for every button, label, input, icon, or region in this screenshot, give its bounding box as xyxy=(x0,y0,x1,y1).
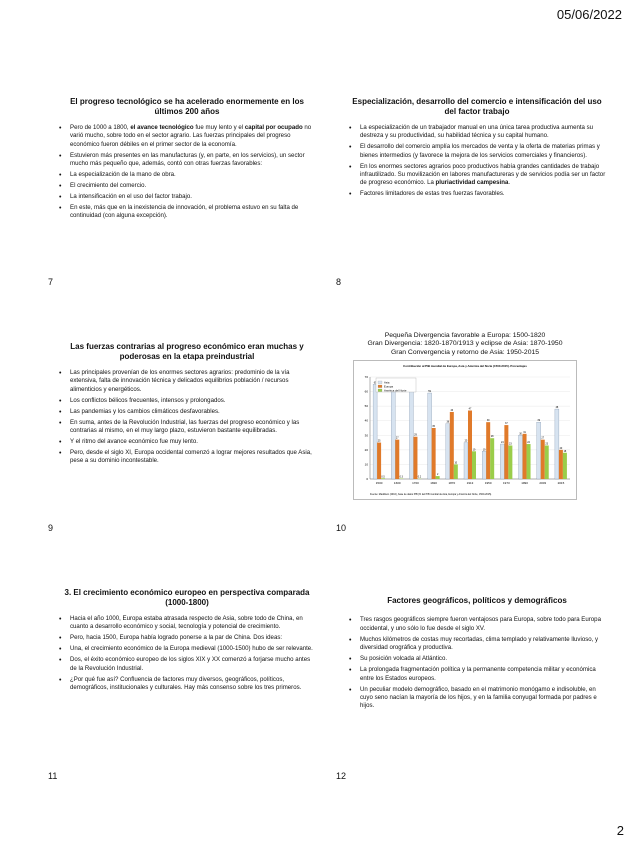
list-item: • Su posición volcada al Atlántico. xyxy=(356,655,608,663)
bar-europa xyxy=(450,412,454,479)
x-tick-label: 1990 xyxy=(521,481,528,486)
data-label: 0.3 xyxy=(399,476,403,480)
bar-américa-del-norte xyxy=(490,439,494,480)
bar-asia xyxy=(519,436,523,480)
bar-asia xyxy=(446,424,450,479)
bar-asia xyxy=(409,389,413,479)
data-label: 37 xyxy=(505,422,508,426)
list-item: • Los conflictos bélicos frecuentes, intensos y prolongados. xyxy=(66,397,318,405)
legend-label: Europa xyxy=(384,384,394,389)
list-item: • Tres rasgos geográficos siempre fueron ventajosos para Europa, sobre todo para Europa occidental, y uno sólo lo fue desde el siglo XV. xyxy=(356,616,608,633)
legend-swatch xyxy=(378,389,382,392)
list-item: • La especialización de un trabajador manual en una única tarea productiva aumenta su destreza y su productividad, su habilidad técnica y su capital humano. xyxy=(356,124,608,141)
list-item: • La prolongada fragmentación política y la permanente competencia militar y económica entre los Estados europeos. xyxy=(356,666,608,683)
list-item: • Pero de 1000 a 1800, el avance tecnológico fue muy lento y el capital por ocupado no varió mucho, sobre todo en el sector agrario. Las fuerzas principales del progreso económico fueron débiles en el primer sector de la economía. xyxy=(66,124,318,149)
chart-svg xyxy=(354,361,576,499)
x-tick-label: 1870 xyxy=(448,481,456,486)
bar-europa xyxy=(486,423,490,480)
data-label: 25 xyxy=(464,440,468,444)
bar-américa-del-norte xyxy=(527,444,531,479)
list-item: • Dos, el éxito económico europeo de los siglos XIX y XX comenzó a forjarse mucho antes de la Revolución Industrial. xyxy=(66,656,318,673)
y-tick-label: 10 xyxy=(364,462,368,467)
slide-number: 11 xyxy=(48,771,58,781)
slide-title-line: Gran Divergencia: 1820-1870/1913 y eclipse de Asia: 1870-1950 xyxy=(367,340,563,348)
legend-swatch xyxy=(378,385,382,388)
list-item: • ¿Por qué fue así? Confluencia de factores muy diversos, geográficos, políticos, demográficos, institucionales y culturales. Hay más consenso sobre los tres primeros. xyxy=(66,676,318,693)
list-item: • Hacia el año 1000, Europa estaba atrasada respecto de Asia, sobre todo de China, en cuanto a desarrollo económico y social, tecnología y potencial de crecimiento. xyxy=(66,615,318,632)
list-item: • Pero, desde el siglo XI, Europa occidental comenzó a lograr mejores resultados que Asia, pese a su dominio incontestable. xyxy=(66,449,318,466)
data-label: 19 xyxy=(472,448,476,452)
y-tick-label: 0 xyxy=(366,477,368,482)
slide-number: 12 xyxy=(336,771,347,781)
data-label: 24 xyxy=(501,441,504,445)
list-item: • Muchos kilómetros de costas muy recortadas, clima templado y relativamente lluvioso, y diversidad orográfica y productiva. xyxy=(356,636,608,653)
y-tick-label: 30 xyxy=(364,433,368,438)
bar-américa-del-norte xyxy=(545,446,549,480)
y-tick-label: 60 xyxy=(364,390,368,395)
bullet-list xyxy=(56,124,318,221)
list-item: • El desarrollo del comercio amplía los mercados de venta y la oferta de materias primas y bienes intermedios (y favorece la mejora de los servicios comerciales y financieros). xyxy=(356,143,608,160)
data-label: 46 xyxy=(450,409,454,413)
slide-title: Factores geográficos, políticos y demográficos xyxy=(387,596,567,605)
list-item: • Una, el crecimiento económico de la Europa medieval (1000-1500) hubo de ser relevante. xyxy=(66,645,318,653)
slide-title: El progreso tecnológico se ha acelerado enormemente en los últimos 200 años xyxy=(70,97,304,117)
data-label: 39 xyxy=(537,419,541,423)
slide-7 xyxy=(56,97,318,223)
list-item: • La especialización de la mano de obra. xyxy=(66,171,318,179)
x-tick-label: 1973 xyxy=(503,481,510,486)
bar-asia xyxy=(391,386,395,479)
bullet-list xyxy=(346,616,608,710)
slide-9 xyxy=(56,342,318,468)
x-tick-label: 2015 xyxy=(557,481,565,486)
x-tick-label: 1913 xyxy=(466,481,474,486)
data-label: 0.2 xyxy=(417,476,422,480)
list-item: • Las principales provenían de los enormes sectores agrarios: predominio de la vía extensiva, falta de innovación técnica y delicados equilibrios población / recursos alimenticios y energéticos. xyxy=(66,369,318,394)
bar-asia xyxy=(482,452,486,480)
slide-title: 3. El crecimiento económico europeo en perspectiva comparada (1000-1800) xyxy=(64,588,310,608)
y-tick-label: 50 xyxy=(364,404,368,409)
list-item: • La intensificación en el uso del factor trabajo. xyxy=(66,193,318,201)
data-label: 28 xyxy=(490,435,494,439)
data-label: 25 xyxy=(377,440,381,444)
list-item: • En suma, antes de la Revolución Industrial, las fuerzas del progreso económico y las contrarias al mismo, en el muy largo plazo, estuvieron bastante equilibradas. xyxy=(66,419,318,436)
data-label: 0.5 xyxy=(381,475,385,479)
data-label: 2 xyxy=(436,473,439,477)
data-label: 31 xyxy=(523,431,526,435)
bar-europa xyxy=(523,434,527,479)
list-item: • Pero, hacia 1500, Europa había logrado ponerse a la par de China. Dos ideas: xyxy=(66,634,318,642)
bullet-list xyxy=(56,369,318,466)
data-label: 48 xyxy=(555,406,559,410)
header-date: 05/06/2022 xyxy=(556,7,622,22)
bar-américa-del-norte xyxy=(472,452,476,480)
slide-number: 7 xyxy=(48,277,54,287)
data-label: 65 xyxy=(373,381,377,385)
slide-title-line: Pequeña Divergencia favorable a Europa: 1500-1820 xyxy=(384,332,546,339)
y-tick-label: 20 xyxy=(364,448,368,453)
data-label: 59 xyxy=(428,390,431,394)
chart-title: Contribución al PIB mundial de Europa, Asia y América del Norte (1500-2015). Porcentajes xyxy=(403,364,527,369)
bar-europa xyxy=(377,443,381,479)
data-label: 47 xyxy=(468,407,472,411)
bar-europa xyxy=(559,450,563,479)
legend-swatch xyxy=(378,381,382,384)
slide-12 xyxy=(346,596,608,713)
bar-asia xyxy=(555,410,559,480)
slide-title: Las fuerzas contrarias al progreso económico eran muchas y poderosas en la etapa preindustrial xyxy=(70,342,304,362)
bar-asia xyxy=(373,385,377,480)
data-label: 19 xyxy=(482,448,486,452)
bar-europa xyxy=(468,411,472,479)
x-tick-label: 1700 xyxy=(412,481,419,486)
legend-label: América del Norte xyxy=(384,388,407,393)
x-tick-label: 2003 xyxy=(539,481,547,486)
bar-europa xyxy=(395,440,399,479)
x-tick-label: 1950 xyxy=(484,481,492,486)
legend-label: Asia xyxy=(384,380,390,385)
list-item: • Un peculiar modelo demográfico, basado en el matrimonio monógamo e indisoluble, en cuyo seno nacían la mayoría de los hijos, y en la familia conyugal formada por padres e hijos. xyxy=(356,686,608,711)
list-item: • Estuvieron más presentes en las manufacturas (y, en parte, en los servicios), un sector mucho más pequeño que, además, contó con otras fuerzas favorables: xyxy=(66,152,318,169)
slide-number: 9 xyxy=(48,523,54,533)
bar-américa-del-norte xyxy=(508,446,512,480)
list-item: • El crecimiento del comercio. xyxy=(66,182,318,190)
x-tick-label: 1600 xyxy=(393,481,401,486)
bar-américa-del-norte xyxy=(563,453,567,479)
data-label: 35 xyxy=(432,425,435,429)
x-tick-label: 1500 xyxy=(375,481,383,486)
bullet-list xyxy=(56,615,318,693)
list-item: • En los enormes sectores agrarios poco productivos había grandes cantidades de trabajo infrautilizado. Su movilización en labores manufactureras y de servicios podía ser un factor de progreso económico. La pluriactividad campesina. xyxy=(356,163,608,188)
list-item: • Las pandemias y los cambios climáticos desfavorables. xyxy=(66,408,318,416)
data-label: 18 xyxy=(563,450,567,454)
data-label: 23 xyxy=(545,442,549,446)
data-label: 30 xyxy=(519,432,522,436)
bar-asia xyxy=(500,444,504,479)
data-label: 27 xyxy=(395,437,399,441)
slide-11 xyxy=(56,588,318,695)
bar-europa xyxy=(504,426,508,480)
data-label: 38 xyxy=(446,421,450,425)
data-label: 10 xyxy=(454,461,458,465)
x-tick-label: 1820 xyxy=(430,481,437,486)
bullet-list xyxy=(346,124,608,199)
data-label: 20 xyxy=(559,447,563,451)
y-tick-label: 70 xyxy=(364,375,368,380)
slide-8 xyxy=(346,97,608,201)
slide-10 xyxy=(346,332,584,500)
slide-title-line: Gran Convergencia y retorno de Asia: 1950-2015 xyxy=(390,348,540,356)
slide-number: 10 xyxy=(336,523,347,533)
bar-europa xyxy=(432,428,436,479)
slide-number: 8 xyxy=(336,277,342,287)
gdp-share-chart xyxy=(353,360,577,500)
data-label: 27 xyxy=(541,437,545,441)
bar-europa xyxy=(541,440,545,479)
data-label: 24 xyxy=(527,441,530,445)
chart-source: Fuente: Maddison (2010), base de datos PIB (% del PIB mundial de Asia, Europa y América del Norte, 1500-2015). xyxy=(370,493,492,497)
list-item: • Factores limitadores de estas tres fuerzas favorables. xyxy=(356,190,608,198)
bar-américa-del-norte xyxy=(436,477,440,480)
list-item: • En este, más que en la inexistencia de innovación, el problema estuvo en su falta de continuidad (con alguna excepción). xyxy=(66,204,318,221)
page-number: 2 xyxy=(616,823,624,838)
slide-title: Especialización, desarrollo del comercio e intensificación del uso del factor trabajo xyxy=(352,97,602,117)
bar-américa-del-norte xyxy=(454,465,458,480)
bar-asia xyxy=(464,443,468,479)
bar-asia xyxy=(428,393,432,479)
data-label: 23 xyxy=(509,442,512,446)
data-label: 29 xyxy=(414,434,417,438)
bar-asia xyxy=(537,423,541,480)
bar-europa xyxy=(413,437,417,479)
y-tick-label: 40 xyxy=(364,419,368,424)
data-label: 39 xyxy=(486,419,490,423)
list-item: • Y el ritmo del avance económico fue muy lento. xyxy=(66,438,318,446)
bar-américa-del-norte xyxy=(381,479,385,480)
